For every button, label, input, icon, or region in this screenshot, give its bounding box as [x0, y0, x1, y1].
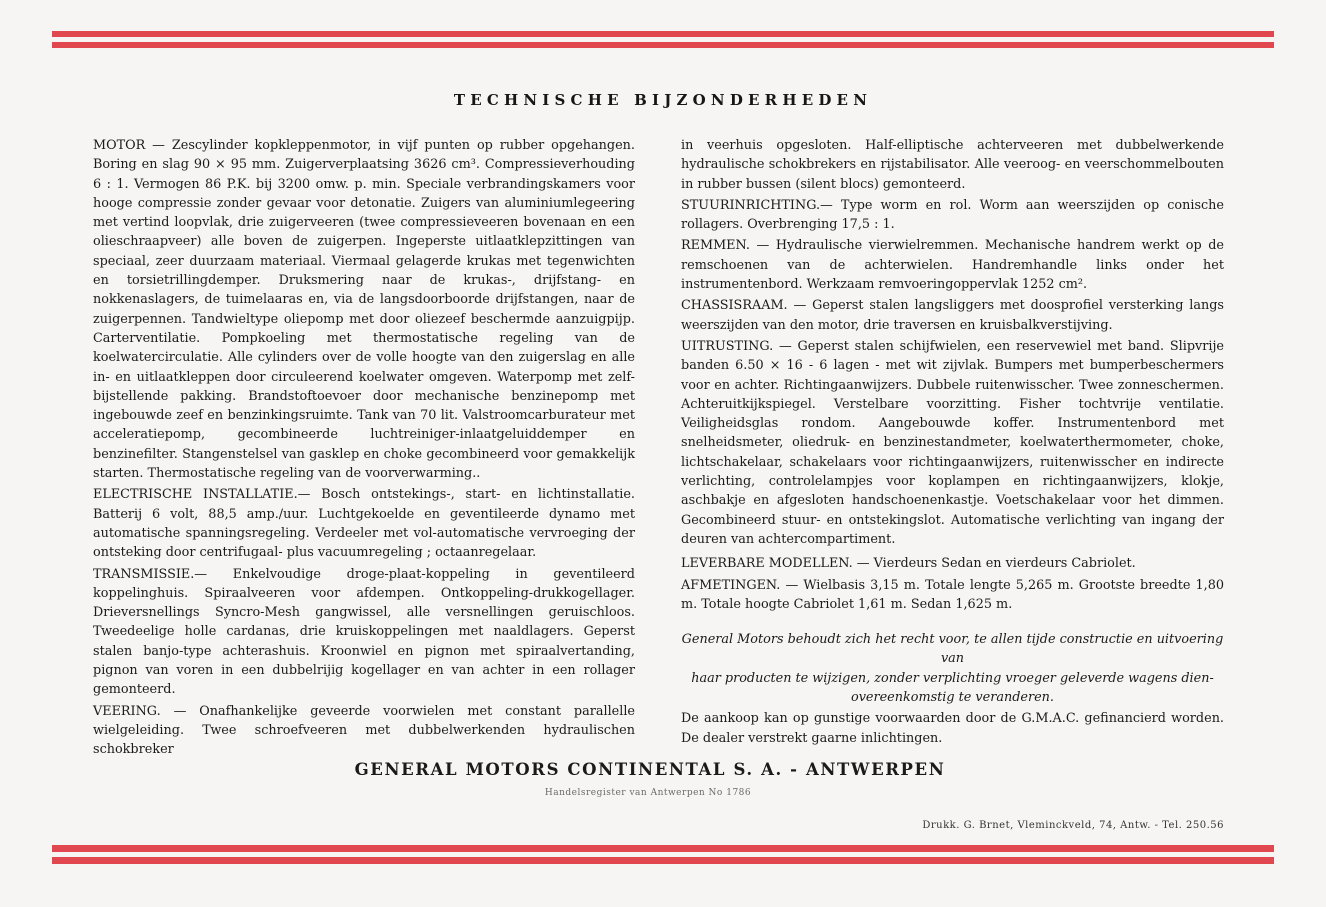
dimensions-section: AFMETINGEN. — Wielbasis 3,15 m. Totale lengte 5,265 m. Grootste breedte 1,80 m. Totale hoogte Cabriolet 1,61 m. Sedan 1,625 m.	[681, 577, 1224, 612]
suspension-continued: in veerhuis opgesloten. Half-elliptische achterveeren met dubbelwerkende hydraulische schokbrekers en rijstabilisator. Alle veeroog- en veerschommelbouten in rubber bussen (silent blocs) gemonteerd.	[681, 138, 1224, 192]
steering-section: STUURINRICHTING.— Type worm en rol. Worm aan weerszijden op conische rollagers. Overbrenging 17,5 : 1.	[681, 197, 1224, 233]
suspension-section: VEERING. — Onafhankelijke geveerde voorwielen met constant parallelle wielgeleiding. Twee schroefveeren met dubbelwerkenden hydraulischen schokbreker	[93, 703, 635, 758]
notice-line: overeenkomstig te veranderen.	[850, 690, 1054, 706]
notice-paragraph	[681, 630, 1224, 707]
printer-credit: Drukk. G. Brnet, Vleminckveld, 74, Antw. - Tel. 250.56	[922, 820, 1224, 831]
band-line	[52, 31, 1274, 37]
notice-line: General Motors behoudt zich het recht voor, te allen tijde constructie en uitvoering van	[681, 632, 1224, 667]
page-title: TECHNISCHE BIJZONDERHEDEN	[453, 91, 873, 109]
models-section: LEVERBARE MODELLEN. — Vierdeurs Sedan en vierdeurs Cabriolet.	[681, 556, 1136, 572]
top-red-band	[52, 31, 1274, 53]
chassis-section: CHASSISRAAM. — Geperst stalen langsliggers met doosprofiel versterking langs weerszijden van den motor, drie traversen en kruisbalkverstijving.	[681, 298, 1224, 333]
brakes-section: REMMEN. — Hydraulische vierwielremmen. Mechanische handrem werkt op de remschoenen van de achterwielen. Handremhandle links onder het instrumentenbord. Werkzaam remvoeringoppervlak 1252 cm².	[681, 238, 1224, 293]
right-column	[681, 136, 1224, 750]
motor-section: MOTOR — Zescylinder kopkleppenmotor, in vijf punten op rubber opgehangen. Boring en slag 90 × 95 mm. Zuigerverplaatsing 3626 cm³. Compressieverhouding 6 : 1. Vermogen 86 P.K. bij 3200 omw. p. min. Speciale verbrandingskamers voor hooge compressie zonder gevaar voor detonatie. Zuigers van aluminiumlegeering met vertind loopvlak, drie zuigerveeren (twee compressieveeren bovenaan en een olieschraapveer) alle boven de zuigerpen. Ingeperste uitlaatklepzittingen van speciaal, zeer duurzaam materiaal. Viermaal gelagerde krukas met tegenwichten en torsietrillingdemper. Druksmering naar de krukas-, drijfstang- en nokkenaslagers, de tuimelaaras en, via de langsdoorboorde drijfstangen, naar de zuigerpennen. Tandwieltype oliepomp met door oliezeef beschermde aanzuigpijp. Carterventilatie. Pompkoeling met thermostatische regeling van de koelwatercirculatie. Alle cylinders over de volle hoogte van den zuigerslag en alle in- en uitlaatkleppen door circuleerend koelwater omgeven. Waterpomp met zelf-bijstellende pakking. Brandstoftoevoer door mechanische benzinepomp met ingebouwde zeef en benzinkingsruimte. Tank van 70 lit. Valstroomcarburateur met acceleratiepomp, gecombineerde luchtreiniger-inlaatgeluiddemper en benzinefilter. Stangenstelsel van gasklep en choke gecombineerd voor gemakkelijk starten. Thermostatische regeling van de voorverwarming..	[93, 138, 635, 482]
financing-paragraph: De aankoop kan op gunstige voorwaarden door de G.M.A.C. gefinancierd worden. De dealer verstrekt gaarne inlichtingen.	[681, 711, 1224, 746]
transmission-section: TRANSMISSIE.— Enkelvoudige droge-plaat-koppeling in geventileerd koppelinghuis. Spiraalveeren voor afdempen. Ontkoppeling-drukkogellager. Drieversnellings Syncro-Mesh gangwissel, alle versnellingen geruischloos. Tweedeelige holle cardanas, drie kruiskoppelingen met naaldlagers. Geperst stalen banjo-type achterashuis. Kroonwiel en pignon met spiraalvertanding, pignon van voren in een dubbelrijig kogellager en van achter in een rollager gemonteerd.	[93, 566, 635, 698]
company-name: GENERAL MOTORS CONTINENTAL S. A. - ANTWERPEN	[354, 760, 946, 779]
notice-line: haar producten te wijzigen, zonder verplichting vroeger geleverde wagens dien-	[691, 670, 1214, 686]
band-line	[52, 845, 1274, 852]
equipment-section: UITRUSTING. — Geperst stalen schijfwielen, een reservewiel met band. Slipvrije banden 6.50 × 16 - 6 lagen - met wit zijvlak. Bumpers met bumperbeschermers voor en achter. Richtingaanwijzers. Dubbele ruitenwisscher. Twee zonneschermen. Achteruitkijkspiegel. Verstelbare voorzitting. Fisher tochtvrije ventilatie. Veiligheidsglas rondom. Aangebouwde koffer. Instrumentenbord met snelheidsmeter, oliedruk- en benzinestandmeter, koelwaterthermometer, choke, lichtschakelaar, schakelaars voor richtingaanwijzers, ruitenwisscher en indirecte verlichting, controlelampjes voor koplampen en richtingaanwijzers, klokje, aschbakje en afgesloten handschoenenkastje. Voetschakelaar voor het dimmen. Gecombineerd stuur- en ontstekingslot. Automatische verlichting van ingang der deuren van achtercompartiment.	[681, 338, 1224, 547]
band-line	[52, 42, 1274, 48]
bottom-red-band	[52, 845, 1274, 869]
left-column	[93, 136, 635, 762]
band-line	[52, 857, 1274, 864]
register-number: Handelsregister van Antwerpen No 1786	[544, 788, 752, 798]
electrical-section: ELECTRISCHE INSTALLATIE.— Bosch ontstekings-, start- en lichtinstallatie. Batterij 6 volt, 88,5 amp./uur. Luchtgekoelde en geventileerde dynamo met automatische spanningsregeling. Verdeeler met vol-automatische vervroeging der ontsteking door centrifugaal- plus vacuumregeling ; octaanregelaar.	[93, 487, 635, 561]
